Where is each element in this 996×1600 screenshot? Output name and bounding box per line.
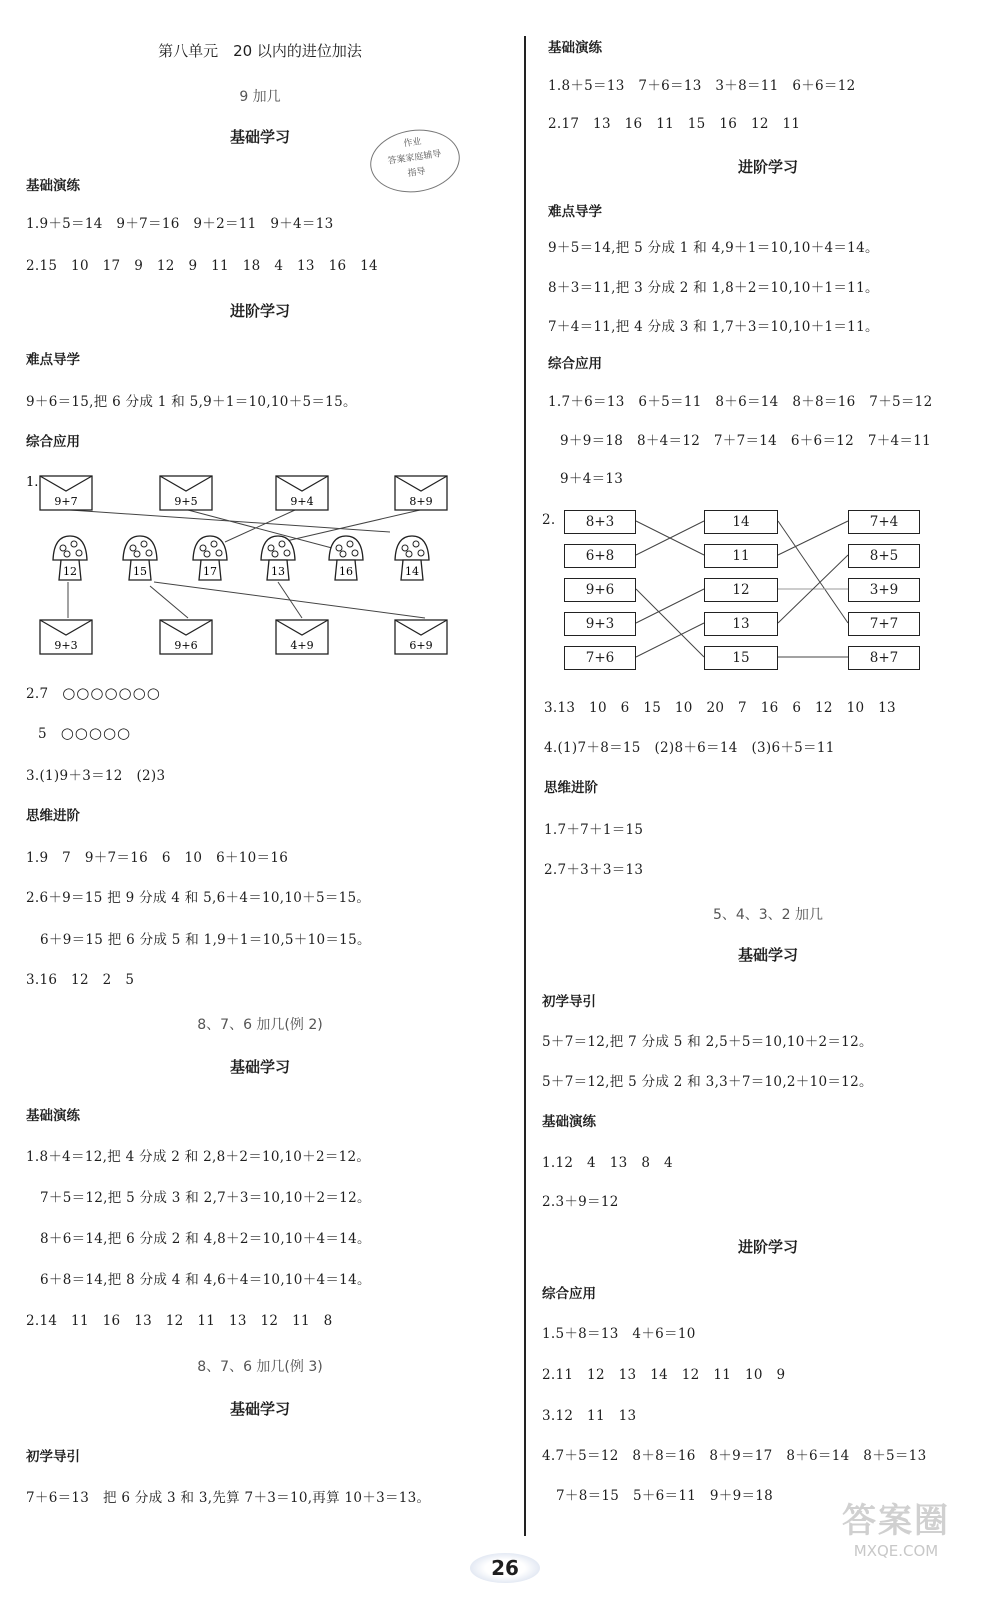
answer-line: 1.7＋7＋1＝15: [544, 822, 644, 838]
answer-line: 3.12 11 13: [542, 1408, 637, 1424]
answer-line: 2.3＋9＝12: [542, 1194, 619, 1210]
mushroom-label: 12: [63, 565, 77, 578]
heading-basic: 基础学习: [229, 1058, 290, 1076]
match-box: 7+7: [848, 612, 920, 636]
envelope: [276, 620, 328, 654]
answer-line: 3.13 10 6 15 10 20 7 16 6 12 10 13: [544, 700, 896, 716]
answer-line: 9＋4＝13: [560, 471, 624, 487]
subheading: 基础演练: [26, 1108, 80, 1124]
page-number: 26: [470, 1553, 540, 1583]
section-title-9: 9 加几: [239, 89, 281, 105]
answer-line: 2.17 13 16 11 15 16 12 11: [548, 116, 801, 132]
match-box: 7+6: [564, 646, 636, 670]
heading-basic: 基础学习: [229, 128, 290, 146]
answer-line: 5 ○○○○○: [38, 724, 132, 742]
subheading: 综合应用: [548, 356, 602, 372]
match-box: 11: [704, 544, 778, 568]
subheading: 难点导学: [26, 352, 80, 368]
answer-line: 8＋6＝14,把 6 分成 2 和 4,8＋2＝10,10＋4＝14。: [40, 1231, 371, 1247]
envelope: [276, 476, 328, 510]
envelope: [395, 476, 447, 510]
circles: ○○○○○: [60, 724, 132, 742]
heading-advanced: 进阶学习: [737, 158, 798, 176]
match-box: 8+5: [848, 544, 920, 568]
envelope-label: 9+6: [174, 639, 198, 652]
match-box: 9+6: [564, 578, 636, 602]
answer-line: 3.(1)9＋3＝12 (2)3: [26, 768, 166, 784]
stamp: 作业 答案家庭辅导 指导: [366, 124, 464, 198]
answer-line: 1.12 4 13 8 4: [542, 1155, 673, 1171]
match-line: [636, 623, 704, 657]
mushroom-icon: [193, 536, 227, 580]
answer-line: 7＋8＝15 5＋6＝11 9＋9＝18: [556, 1488, 774, 1504]
envelope-label: 8+9: [409, 495, 433, 508]
matching-diagram: [528, 500, 988, 680]
envelope: [160, 476, 212, 510]
subheading: 综合应用: [26, 434, 80, 450]
heading-basic: 基础学习: [229, 1400, 290, 1418]
match-line: [154, 582, 425, 618]
mushroom-icon: [261, 536, 295, 580]
subheading: 初学导引: [26, 1449, 80, 1465]
answer-line: 9＋6＝15,把 6 分成 1 和 5,9＋1＝10,10＋5＝15。: [26, 394, 357, 410]
answer-line: 5＋7＝12,把 5 分成 2 和 3,3＋7＝10,2＋10＝12。: [542, 1074, 873, 1090]
subheading: 基础演练: [542, 1114, 596, 1130]
column-divider: [524, 36, 526, 1536]
envelope-label: 4+9: [290, 639, 314, 652]
answer-line: 2.14 11 16 13 12 11 13 12 11 8: [26, 1313, 333, 1329]
answer-line: 9＋5＝14,把 5 分成 1 和 4,9＋1＝10,10＋4＝14。: [548, 240, 879, 256]
match-line: [150, 586, 188, 618]
envelope: [40, 476, 92, 510]
subheading: 基础演练: [26, 178, 80, 194]
mushroom-label: 17: [203, 565, 217, 578]
mushroom-label: 13: [271, 565, 285, 578]
heading-advanced: 进阶学习: [737, 1238, 798, 1256]
match-box: 9+3: [564, 612, 636, 636]
mushroom-icon: [53, 536, 87, 580]
mushroom-label: 14: [405, 565, 419, 578]
answer-line: 6＋9＝15 把 6 分成 5 和 1,9＋1＝10,5＋10＝15。: [40, 932, 371, 948]
answer-line: 5＋7＝12,把 7 分成 5 和 2,5＋5＝10,10＋2＝12。: [542, 1034, 873, 1050]
mushroom-label: 15: [133, 565, 147, 578]
match-box: 12: [704, 578, 778, 602]
answer-line: 7＋5＝12,把 5 分成 3 和 2,7＋3＝10,10＋2＝12。: [40, 1190, 371, 1206]
subheading: 初学导引: [542, 994, 596, 1010]
match-line: [636, 589, 704, 623]
watermark: 答案圈 MXQE.COM: [842, 1501, 950, 1560]
section-title: 8、7、6 加几(例 2): [197, 1017, 323, 1033]
envelope-label: 9+3: [54, 639, 78, 652]
subheading: 难点导学: [548, 204, 602, 220]
answer-line: 6＋8＝14,把 8 分成 4 和 4,6＋4＝10,10＋4＝14。: [40, 1272, 371, 1288]
match-line: [636, 589, 704, 657]
answer-line: 1.8＋4＝12,把 4 分成 2 和 2,8＋2＝10,10＋2＝12。: [26, 1149, 371, 1165]
match-box: 7+4: [848, 510, 920, 534]
mushroom-icon: [123, 536, 157, 580]
circles: ○○○○○○○: [62, 684, 161, 702]
envelope: [40, 620, 92, 654]
answer-line: 3.16 12 2 5: [26, 972, 135, 988]
heading-basic: 基础学习: [737, 946, 798, 964]
envelope-label: 6+9: [409, 639, 433, 652]
subheading: 基础演练: [548, 40, 602, 56]
envelope: [160, 620, 212, 654]
section-title: 8、7、6 加几(例 3): [197, 1359, 323, 1375]
answer-line: 2.15 10 17 9 12 9 11 18 4 13 16 14: [26, 258, 378, 274]
heading-advanced: 进阶学习: [229, 302, 290, 320]
match-box: 8+3: [564, 510, 636, 534]
match-box: 3+9: [848, 578, 920, 602]
match-line: [778, 521, 848, 555]
envelope-label: 9+5: [174, 495, 198, 508]
envelope-label: 9+7: [54, 495, 78, 508]
match-box: 6+8: [564, 544, 636, 568]
mushroom-label: 16: [339, 565, 353, 578]
answer-line: 8＋3＝11,把 3 分成 2 和 1,8＋2＝10,10＋1＝11。: [548, 280, 879, 296]
subheading: 思维进阶: [26, 808, 80, 824]
envelope-mushroom-diagram: [20, 470, 460, 670]
answer-line: 4.(1)7＋8＝15 (2)8＋6＝14 (3)6＋5＝11: [544, 740, 835, 756]
question-label: 1.: [26, 475, 39, 490]
answer-line: 1.8＋5＝13 7＋6＝13 3＋8＝11 6＋6＝12: [548, 78, 856, 94]
match-box: 15: [704, 646, 778, 670]
subheading: 思维进阶: [544, 780, 598, 796]
answer-line: 2.11 12 13 14 12 11 10 9: [542, 1367, 786, 1383]
unit-title: 第八单元 20 以内的进位加法: [158, 42, 362, 60]
subheading: 综合应用: [542, 1286, 596, 1302]
match-box: 13: [704, 612, 778, 636]
answer-line: 1.9＋5＝14 9＋7＝16 9＋2＝11 9＋4＝13: [26, 216, 334, 232]
match-line: [778, 521, 848, 623]
envelope-label: 9+4: [290, 495, 314, 508]
answer-line: 7＋6＝13 把 6 分成 3 和 3,先算 7＋3＝10,再算 10＋3＝13。: [26, 1490, 431, 1506]
answer-line: 1.5＋8＝13 4＋6＝10: [542, 1326, 696, 1342]
answer-line: 2.7＋3＋3＝13: [544, 862, 644, 878]
answer-line: 2.6＋9＝15 把 9 分成 4 和 5,6＋4＝10,10＋5＝15。: [26, 890, 371, 906]
answer-line: 2.7 ○○○○○○○: [26, 684, 161, 702]
question-label: 2.: [542, 512, 556, 528]
match-box: 14: [704, 510, 778, 534]
answer-line: 7＋4＝11,把 4 分成 3 和 1,7＋3＝10,10＋1＝11。: [548, 319, 879, 335]
answer-line: 1.9 7 9＋7＝16 6 10 6＋10＝16: [26, 850, 289, 866]
section-title: 5、4、3、2 加几: [712, 907, 824, 923]
mushroom-icon: [395, 536, 429, 580]
answer-line: 9＋9＝18 8＋4＝12 7＋7＝14 6＋6＝12 7＋4＝11: [560, 433, 931, 449]
mushroom-icon: [329, 536, 363, 580]
answer-line: 4.7＋5＝12 8＋8＝16 8＋9＝17 8＋6＝14 8＋5＝13: [542, 1448, 927, 1464]
envelope: [395, 620, 447, 654]
match-box: 8+7: [848, 646, 920, 670]
answer-line: 1.7＋6＝13 6＋5＝11 8＋6＝14 8＋8＝16 7＋5＝12: [548, 394, 933, 410]
